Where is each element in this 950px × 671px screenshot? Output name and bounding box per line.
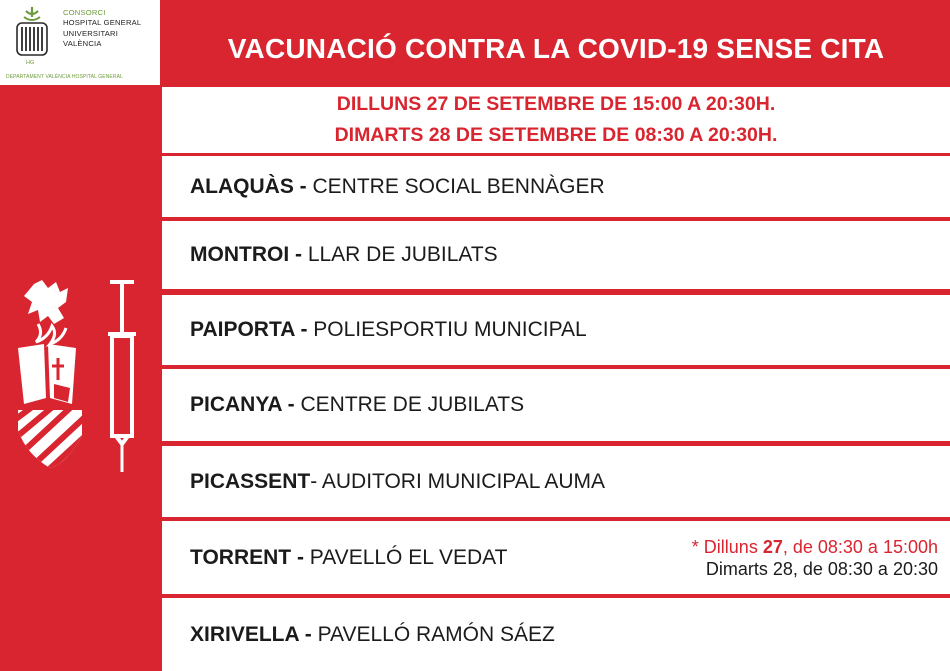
location-town: TORRENT - <box>190 545 304 569</box>
location-town: ALAQUÀS - <box>190 174 307 198</box>
logo-line-4: VALÈNCIA <box>63 39 102 49</box>
location-place: PAVELLÓ RAMÓN SÁEZ <box>311 622 555 646</box>
location-place: - AUDITORI MUNICIPAL AUMA <box>310 469 606 493</box>
location-place: CENTRE SOCIAL BENNÀGER <box>306 174 605 198</box>
location-row-torrent <box>162 521 950 594</box>
logo-department: DEPARTAMENT VALÈNCIA HOSPITAL GENERAL <box>6 74 123 80</box>
location-row-paiporta <box>162 295 950 365</box>
location-town: PAIPORTA - <box>190 318 308 341</box>
schedule-box <box>162 87 950 153</box>
logo-line-3: UNIVERSITARI <box>63 28 118 38</box>
schedule-line-tuesday: DIMARTS 28 DE SETEMBRE DE 08:30 A 20:30H. <box>334 124 778 146</box>
location-town: MONTROI - <box>190 243 302 266</box>
torrent-note-prefix: * Dilluns <box>691 537 763 557</box>
location-row-montroi <box>162 221 950 289</box>
location-place: CENTRE DE JUBILATS <box>294 393 525 416</box>
logo-line-1: CONSORCI <box>63 8 106 17</box>
consorci-logo-icon <box>10 5 54 67</box>
svg-text:HG: HG <box>26 60 35 66</box>
consorci-logo <box>0 0 160 85</box>
location-place: POLIESPORTIU MUNICIPAL <box>307 318 587 341</box>
generalitat-emblem-icon <box>14 278 86 468</box>
location-town: XIRIVELLA - <box>190 622 312 646</box>
location-row-alaquas <box>162 156 950 217</box>
location-town: PICANYA - <box>190 393 295 416</box>
location-place: LLAR DE JUBILATS <box>301 243 498 266</box>
location-row-picanya <box>162 369 950 441</box>
torrent-note-line-2: Dimarts 28, de 08:30 a 20:30 <box>705 559 938 579</box>
location-place: PAVELLÓ EL VEDAT <box>303 545 508 569</box>
torrent-note-day: 27 <box>762 537 783 557</box>
syringe-icon <box>102 278 142 474</box>
location-row-xirivella <box>162 598 950 671</box>
logo-line-2: HOSPITAL GENERAL <box>63 18 142 28</box>
torrent-note-suffix: , de 08:30 a 15:00h <box>782 537 938 557</box>
location-town: PICASSENT <box>190 469 311 493</box>
location-row-picassent <box>162 446 950 517</box>
consorci-logo-text <box>63 8 141 50</box>
page-title: VACUNACIÓ CONTRA LA COVID-19 SENSE CITA <box>227 33 885 64</box>
schedule-line-monday: DILLUNS 27 DE SETEMBRE DE 15:00 A 20:30H. <box>336 93 776 115</box>
torrent-schedule-note <box>692 536 938 580</box>
